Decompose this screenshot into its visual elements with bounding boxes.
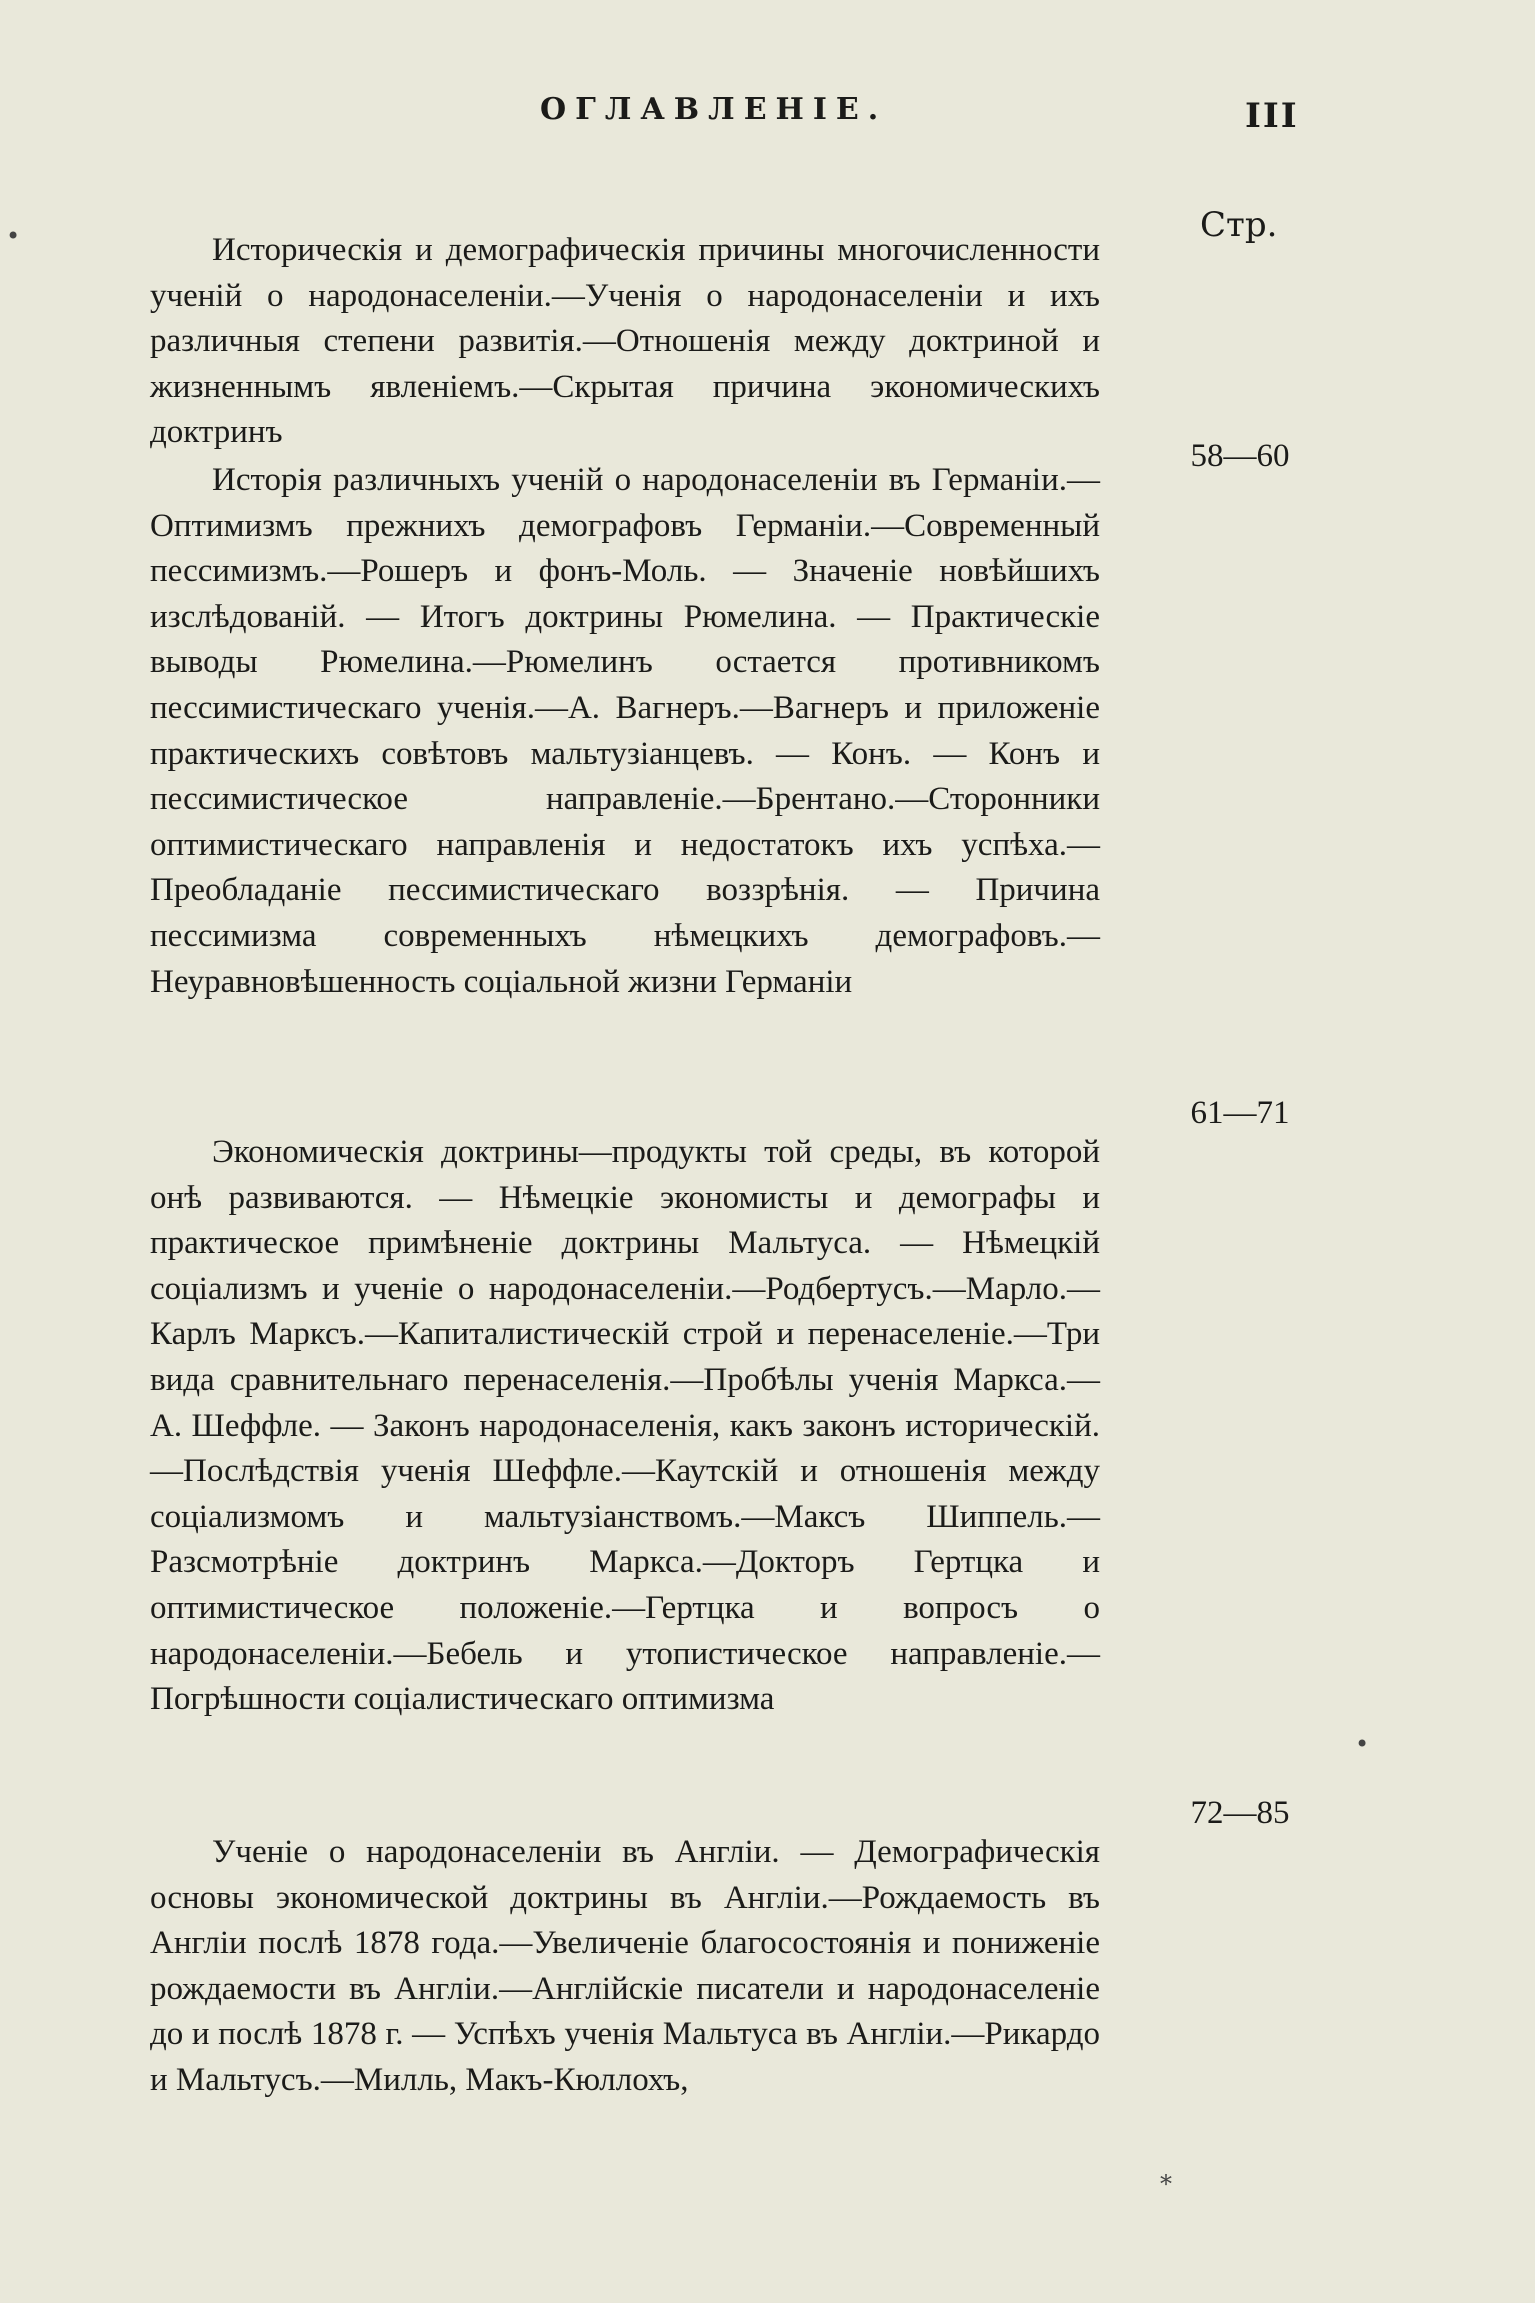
toc-entry-pages: 61—71 [1190, 1095, 1290, 1131]
toc-entry-text: Экономическія доктрины—продукты той среды, въ которой онѣ развиваются. — Нѣмецкіе экономисты и демографы и практическое примѣненіе доктрины Мальтуса. — Нѣмецкій соціализмъ и ученіе о народонаселеніи.—Родбертусъ.—Марло.—Карлъ Марксъ.—Капиталистическій строй и перенаселеніе.—Три вида сравнительнаго перенаселенія.—Пробѣлы ученія Маркса.—А. Шеффле. — Законъ народонаселенія, какъ законъ историческій.—Послѣдствія ученія Шеффле.—Каутскій и отношенія между соціализмомъ и мальтузіанствомъ.—Максъ Шиппель.—Разсмотрѣніе доктринъ Маркса.—Докторъ Гертцка и оптимистическое положеніе.—Гертцка и вопросъ о народонаселеніи.—Бебель и утопистическое направленіе.—Погрѣшности соціалистическаго оптимизма [150, 1134, 1100, 1718]
speck-mark: * [1160, 2170, 1172, 2198]
toc-entry-pages: 58—60 [1190, 438, 1290, 474]
page-title: ОГЛАВЛЕНIЕ. [540, 92, 888, 127]
speck-mark: • [6, 222, 21, 250]
toc-entry-text: Исторія различныхъ ученій о народонаселеніи въ Германіи.—Оптимизмъ прежнихъ демографовъ Германіи.—Современный пессимизмъ.—Рошеръ и фонъ-Моль. — Значеніе новѣйшихъ изслѣдованій. — Итогъ доктрины Рюмелина. — Практическіе выводы Рюмелина.—Рюмелинъ остается противникомъ пессимистическаго ученія.—А. Вагнеръ.—Вагнеръ и приложеніе практическихъ совѣтовъ мальтузіанцевъ. — Конъ. — Конъ и пессимистическое направленіе.—Брентано.—Сторонники оптимистическаго направленія и недостатокъ ихъ успѣха.—Преобладаніе пессимистическаго воззрѣнія. — Причина пессимизма современныхъ нѣмецкихъ демографовъ.—Неуравновѣшенность соціальной жизни Германіи [150, 462, 1100, 1000]
page-number: III [1245, 96, 1299, 136]
toc-entry-text: Ученіе о народонаселеніи въ Англіи. — Демографическія основы экономической доктрины въ Англіи.—Рождаемость въ Англіи послѣ 1878 года.—Увеличеніе благосостоянія и пониженіе рождаемости въ Англіи.—Англійскіе писатели и народонаселеніе до и послѣ 1878 г. — Успѣхъ ученія Мальтуса въ Англіи.—Рикардо и Мальтусъ.—Милль, Макъ-Кюллохъ, [150, 1834, 1100, 2098]
speck-mark: • [1355, 1730, 1370, 1758]
running-head [0, 92, 1535, 142]
pages-column-label: Стр. [1200, 205, 1278, 245]
toc-entry-pages: 72—85 [1190, 1795, 1290, 1831]
toc-entry-text: Историческія и демографическія причины многочисленности ученій о народонаселеніи.—Ученія о народонаселеніи и ихъ различныя степени развитія.—Отношенія между доктриной и жизненнымъ явленіемъ.—Скрытая причина экономическихъ доктринъ [150, 232, 1100, 451]
